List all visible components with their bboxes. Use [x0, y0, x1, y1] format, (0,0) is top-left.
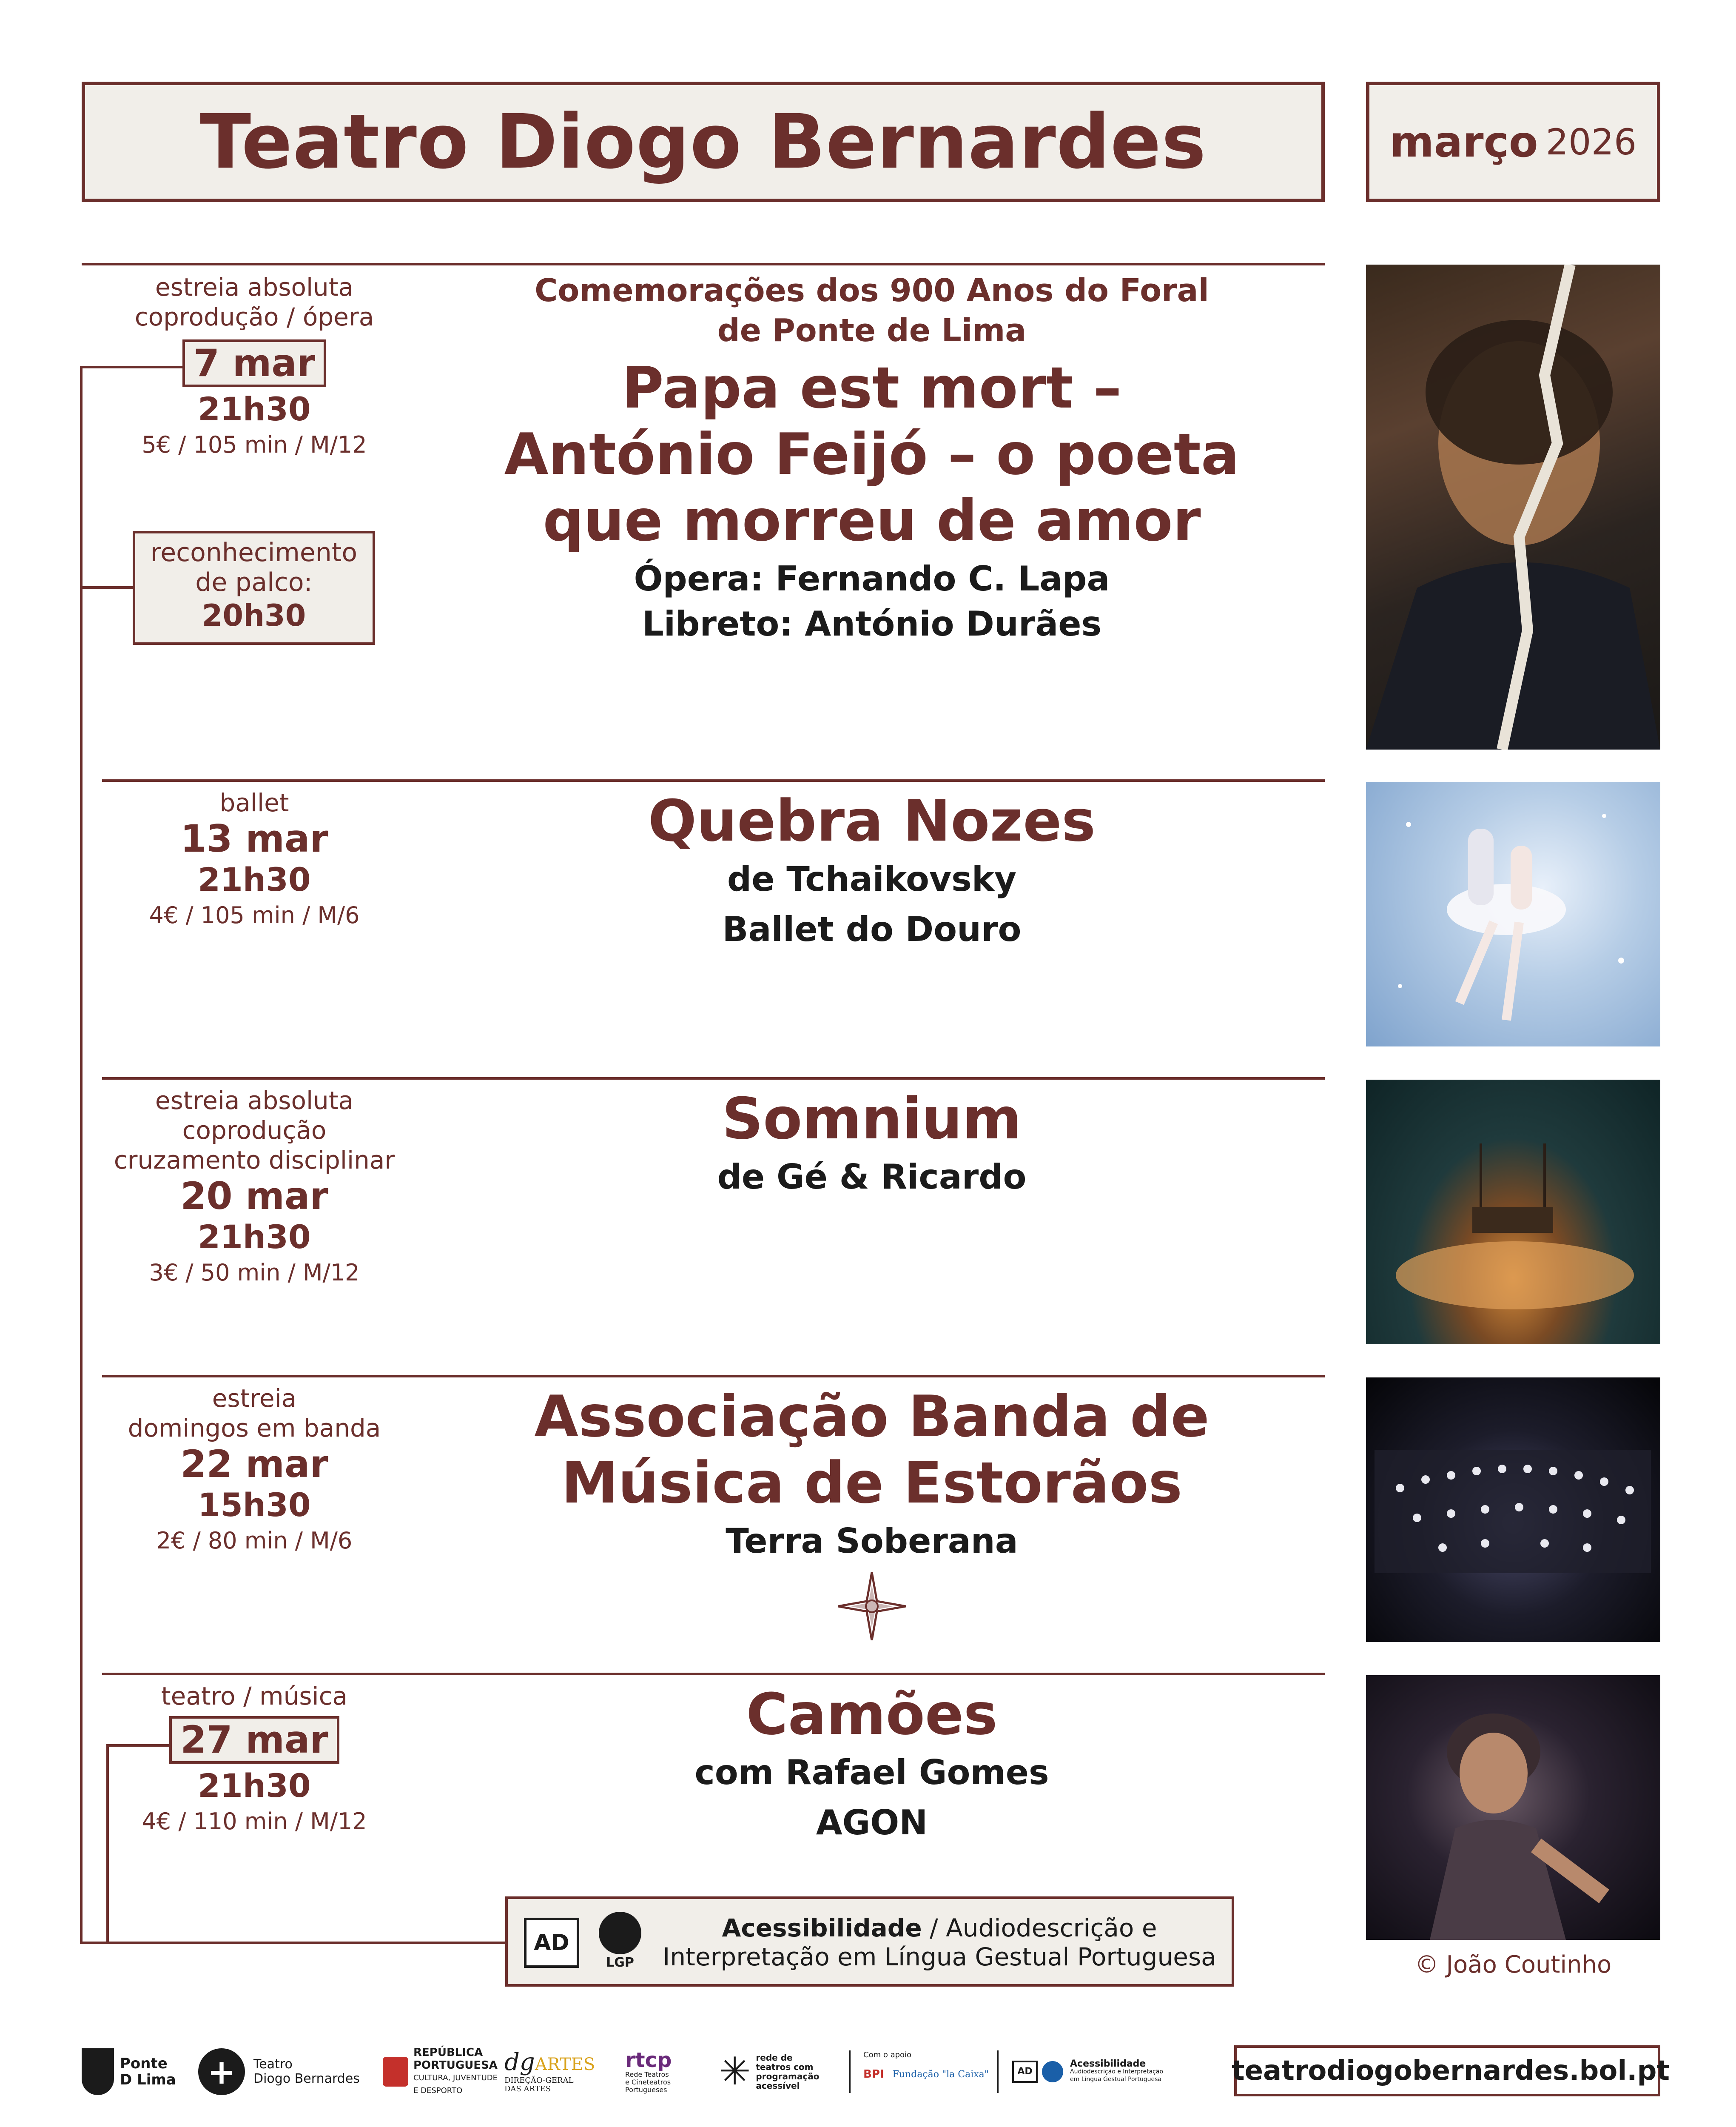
event-category: coprodução / ópera [134, 302, 374, 331]
event-category: estreia [212, 1384, 297, 1413]
event-time: 15h30 [198, 1486, 311, 1524]
asterisk-icon: ✳ [719, 2049, 751, 2094]
accessibility-text-1: / Audiodescrição e [922, 1913, 1157, 1942]
logo-text: rtcp [625, 2048, 672, 2072]
event-3-details [93, 1086, 416, 1289]
event-1-main [468, 271, 1276, 647]
logo-rede-acessivel [719, 2046, 819, 2097]
event-date: 27 mar [169, 1716, 339, 1764]
audio-description-icon: AD [524, 1918, 579, 1968]
divider-5 [102, 1673, 1325, 1675]
event-2-main [468, 788, 1276, 952]
event-4-main [468, 1383, 1276, 1642]
event-4-photo [1366, 1377, 1660, 1642]
connector-vertical [80, 366, 83, 1944]
divider-4 [102, 1375, 1325, 1377]
event-2-details [93, 788, 416, 932]
logo-text: DAS ARTES [504, 2084, 551, 2093]
event-title: António Feijó – o poeta [504, 421, 1240, 488]
event-credit: AGON [816, 1803, 928, 1842]
support-label: Com o apoio [863, 2050, 912, 2059]
logo-text: Ponte [120, 2055, 168, 2072]
accessibility-box [505, 1896, 1234, 1987]
rehearsal-box [133, 531, 375, 645]
logo-text: ARTES [535, 2054, 595, 2074]
logo-text: BPI [863, 2068, 884, 2081]
website-url[interactable]: teatrodiogobernardes.bol.pt [1232, 2055, 1670, 2087]
rehearsal-label: reconhecimento [150, 538, 358, 567]
logo-text: em Língua Gestual Portuguesa [1070, 2076, 1161, 2083]
event-title: Associação Banda de [534, 1383, 1210, 1450]
event-credit: Ballet do Douro [722, 910, 1022, 949]
event-date: 13 mar [180, 817, 328, 861]
event-5-main [468, 1681, 1276, 1845]
event-info: 3€ / 50 min / M/12 [149, 1259, 360, 1286]
website-link[interactable] [1232, 2045, 1670, 2096]
month-label: março [1389, 117, 1538, 167]
event-1-photo [1366, 265, 1660, 750]
event-credit: Terra Soberana [726, 1521, 1018, 1561]
event-2-photo [1366, 782, 1660, 1046]
event-5-photo [1366, 1675, 1660, 1940]
event-category: estreia absoluta [155, 1086, 354, 1115]
event-info: 4€ / 110 min / M/12 [142, 1808, 367, 1835]
logo-text: Teatro [253, 2057, 293, 2072]
logo-text: Fundação "la Caixa" [892, 2069, 989, 2080]
logo-text: Audiodescrição e Interpretação [1070, 2068, 1164, 2075]
event-info: 4€ / 105 min / M/6 [149, 902, 360, 929]
logo-text: D Lima [120, 2071, 176, 2088]
logo-text: teatros com [756, 2062, 814, 2072]
event-category: teatro / música [161, 1682, 348, 1711]
event-info: 5€ / 105 min / M/12 [142, 431, 367, 458]
logo-text: Diogo Bernardes [253, 2071, 360, 2086]
month-box [1366, 82, 1660, 202]
event-title: Música de Estorãos [561, 1450, 1183, 1516]
logo-text: REPÚBLICA [413, 2046, 483, 2059]
event-date: 7 mar [182, 339, 326, 387]
logo-text: rede de [756, 2053, 793, 2063]
event-title: Somnium [722, 1086, 1022, 1152]
page-title: Teatro Diogo Bernardes [200, 98, 1207, 185]
sign-language-icon [597, 1912, 643, 1976]
event-category: ballet [219, 788, 289, 817]
sign-language-label: LGP [606, 1955, 634, 1970]
logo-ponte-de-lima [82, 2046, 176, 2097]
cross-icon: + [198, 2048, 245, 2095]
year-label: 2026 [1545, 121, 1637, 163]
event-subtitle: de Ponte de Lima [717, 312, 1027, 349]
shield-icon [82, 2048, 114, 2095]
logo-teatro [198, 2046, 360, 2097]
logo-republica [383, 2046, 498, 2097]
event-3-photo [1366, 1080, 1660, 1344]
flag-icon [383, 2057, 408, 2087]
logo-accessibility-small [1012, 2046, 1163, 2097]
logo-text: e Cineteatros [625, 2078, 671, 2086]
event-4-details [93, 1383, 416, 1557]
divider-1 [82, 263, 1325, 265]
event-credit: Libreto: António Durães [642, 604, 1102, 644]
event-title: Camões [746, 1681, 998, 1748]
rehearsal-time: 20h30 [202, 598, 306, 633]
event-category: domingos em banda [128, 1414, 381, 1443]
title-box [82, 82, 1325, 202]
divider-3 [102, 1077, 1325, 1080]
compass-rose-icon [468, 1572, 1276, 1642]
event-category: estreia absoluta [155, 273, 354, 302]
event-info: 2€ / 80 min / M/6 [156, 1527, 353, 1554]
event-time: 21h30 [198, 1767, 311, 1805]
logo-text: E DESPORTO [413, 2086, 463, 2095]
rehearsal-label: de palco: [195, 567, 313, 597]
photo-credit: © João Coutinho [1414, 1951, 1612, 1979]
logo-text: Portugueses [625, 2086, 667, 2094]
event-title: que morreu de amor [543, 488, 1201, 554]
event-title: Quebra Nozes [648, 788, 1096, 854]
event-category: cruzamento disciplinar [114, 1146, 395, 1175]
event-date: 22 mar [180, 1442, 328, 1486]
event-credit: Ópera: Fernando C. Lapa [634, 559, 1110, 599]
event-credit: com Rafael Gomes [694, 1753, 1049, 1792]
connector-access [80, 1942, 506, 1944]
sign-language-icon [1042, 2061, 1063, 2082]
logo-dgartes [504, 2046, 595, 2097]
logo-support [863, 2050, 989, 2081]
audio-description-icon: AD [1012, 2061, 1038, 2083]
footer-separator [997, 2050, 999, 2093]
accessibility-text [652, 1913, 1227, 1971]
event-time: 21h30 [198, 861, 311, 898]
logo-text: acessível [756, 2081, 800, 2091]
event-5-details [93, 1681, 416, 1838]
connector-rehearsal [80, 586, 134, 589]
event-1-details [93, 272, 416, 461]
logo-text: Rede Teatros [625, 2070, 669, 2079]
event-subtitle: Comemorações dos 900 Anos do Foral [535, 272, 1209, 309]
divider-2 [102, 779, 1325, 782]
event-time: 21h30 [198, 390, 311, 428]
logo-rtcp [625, 2046, 672, 2097]
accessibility-text-2: Interpretação em Língua Gestual Portuguesa [663, 1942, 1216, 1971]
footer-separator [849, 2050, 851, 2093]
logo-text: PORTUGUESA [413, 2059, 498, 2072]
event-credit: de Gé & Ricardo [717, 1157, 1027, 1197]
accessibility-title: Acessibilidade [722, 1913, 922, 1942]
logo-text: programação [756, 2071, 820, 2081]
event-credit: de Tchaikovsky [727, 859, 1017, 899]
event-time: 21h30 [198, 1218, 311, 1256]
event-category: coprodução [182, 1116, 327, 1145]
logo-text: DIREÇÃO-GERAL [504, 2076, 574, 2085]
event-date: 20 mar [180, 1174, 328, 1218]
logo-text: dg [504, 2048, 535, 2076]
logo-text: CULTURA, JUVENTUDE [413, 2073, 498, 2082]
event-3-main [468, 1086, 1276, 1200]
event-title: Papa est mort – [622, 355, 1122, 421]
logo-text: Acessibilidade [1070, 2059, 1146, 2069]
